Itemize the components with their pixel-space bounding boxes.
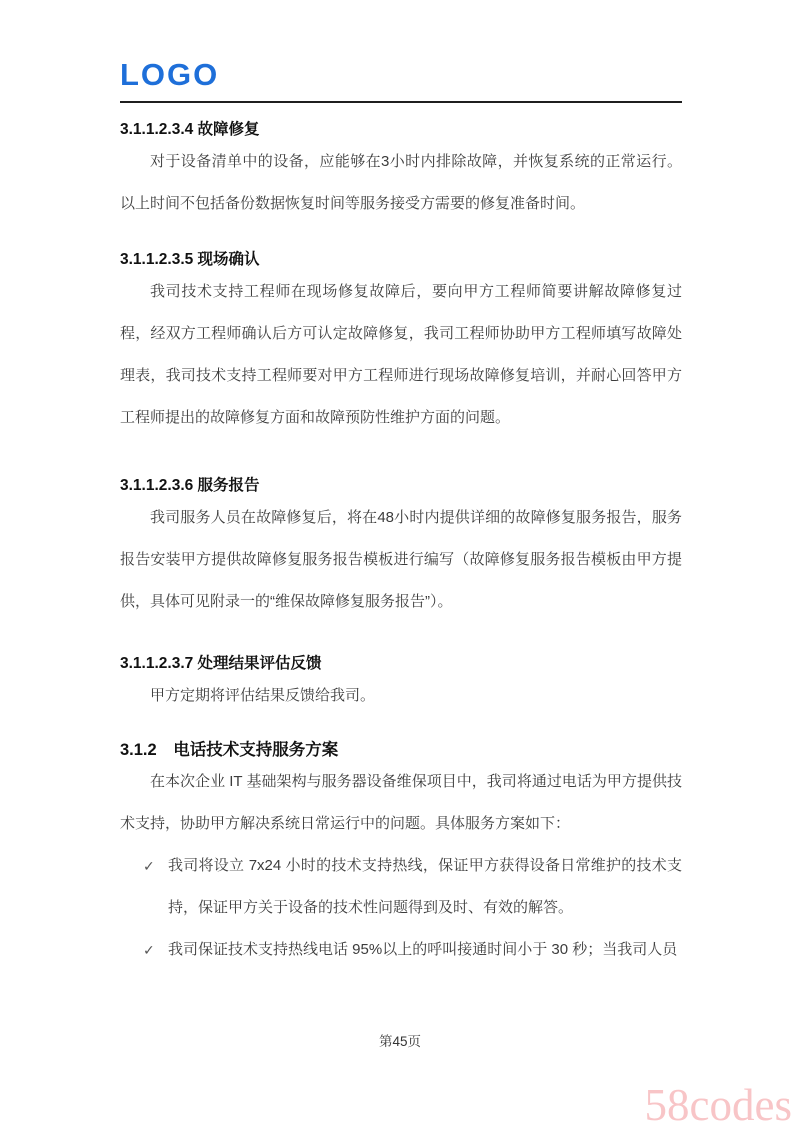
heading-site-confirmation: 3.1.1.2.3.5 现场确认: [120, 251, 260, 268]
checkmark-icon: ✓: [143, 858, 155, 874]
paragraph-fault-repair: 对于设备清单中的设备，应能够在3小时内排除故障，并恢复系统的正常运行。以上时间不包括备份数据恢复时间等服务接受方需要的修复准备时间。: [120, 153, 682, 212]
paragraph-phone-support: 在本次企业 IT 基础架构与服务器设备维保项目中，我司将通过电话为甲方提供技术支持，协助甲方解决系统日常运行中的问题。具体服务方案如下：: [120, 773, 682, 832]
list-item: [120, 845, 682, 929]
bullet-list: [120, 845, 682, 971]
logo: LOGO: [120, 57, 220, 92]
list-item: [120, 929, 682, 971]
watermark: 58codes: [644, 1079, 792, 1130]
heading-phone-support: 3.1.2 电话技术支持服务方案: [120, 741, 339, 759]
list-item-text: 我司保证技术支持热线电话 95%以上的呼叫接通时间小于 30 秒；当我司人员: [168, 941, 678, 958]
page-number: 第45页: [378, 1034, 422, 1049]
paragraph-result-feedback: 甲方定期将评估结果反馈给我司。: [150, 687, 376, 704]
heading-result-feedback: 3.1.1.2.3.7 处理结果评估反馈: [120, 655, 322, 672]
paragraph-service-report: 我司服务人员在故障修复后，将在48小时内提供详细的故障修复服务报告，服务报告安装甲方提供故障修复服务报告模板进行编写（故障修复服务报告模板由甲方提供，具体可见附录一的“维保故障修复服务报告”）。: [120, 509, 682, 610]
header-divider: [120, 101, 682, 103]
heading-fault-repair: 3.1.1.2.3.4 故障修复: [120, 121, 260, 138]
paragraph-site-confirmation: 我司技术支持工程师在现场修复故障后，要向甲方工程师简要讲解故障修复过程，经双方工程师确认后方可认定故障修复，我司工程师协助甲方工程师填写故障处理表，我司技术支持工程师要对甲方工程师进行现场故障修复培训，并耐心回答甲方工程师提出的故障修复方面和故障预防性维护方面的问题。: [120, 283, 682, 426]
list-item-text: 我司将设立 7x24 小时的技术支持热线，保证甲方获得设备日常维护的技术支持，保证甲方关于设备的技术性问题得到及时、有效的解答。: [168, 857, 682, 916]
checkmark-icon: ✓: [143, 942, 155, 958]
heading-service-report: 3.1.1.2.3.6 服务报告: [120, 477, 260, 494]
